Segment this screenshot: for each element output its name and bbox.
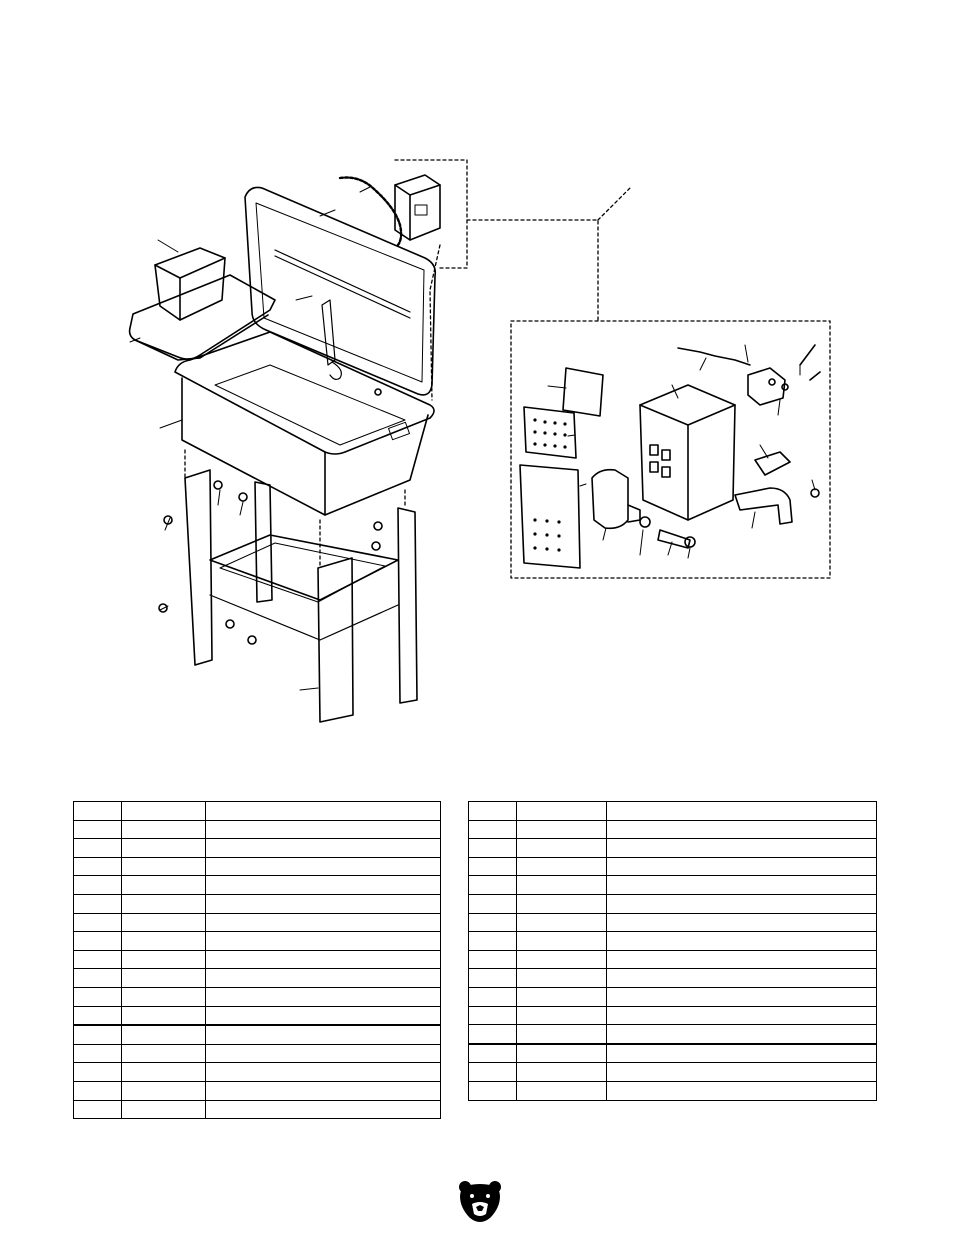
part-number-cell (122, 913, 206, 932)
table-row (74, 1006, 441, 1025)
ref-cell (469, 802, 517, 821)
part-number-cell (122, 876, 206, 895)
table-row (74, 1025, 441, 1044)
table-row (74, 839, 441, 858)
part-number-cell (517, 950, 607, 969)
description-cell (607, 820, 877, 839)
callout-leaders (130, 187, 370, 690)
ref-cell (469, 987, 517, 1006)
part-number-cell (517, 1044, 607, 1063)
table-row (469, 820, 877, 839)
table-row (469, 876, 877, 895)
ref-cell (74, 987, 122, 1006)
part-number-cell (517, 913, 607, 932)
table-row (74, 1063, 441, 1082)
part-number-cell (122, 1063, 206, 1082)
description-cell (607, 894, 877, 913)
table-row (469, 1044, 877, 1063)
description-cell (607, 969, 877, 988)
table-row (74, 1044, 441, 1063)
table-row (469, 950, 877, 969)
part-number-cell (122, 1006, 206, 1025)
part-number-cell (122, 932, 206, 951)
description-cell (607, 839, 877, 858)
part-number-cell (517, 1025, 607, 1044)
description-cell (607, 1044, 877, 1063)
part-number-cell (517, 839, 607, 858)
description-cell (206, 1006, 441, 1025)
ref-cell (469, 913, 517, 932)
ref-cell (74, 932, 122, 951)
pump-motor (592, 470, 695, 548)
description-cell (206, 969, 441, 988)
description-cell (607, 1006, 877, 1025)
parts-list-table-left (73, 801, 441, 1119)
description-cell (206, 1081, 441, 1100)
ref-cell (469, 1006, 517, 1025)
description-cell (607, 987, 877, 1006)
description-cell (607, 857, 877, 876)
power-cord (678, 345, 820, 390)
table-row (74, 1081, 441, 1100)
ref-cell (469, 1063, 517, 1082)
table-row (469, 1063, 877, 1082)
ref-cell (469, 876, 517, 895)
description-cell (607, 1063, 877, 1082)
description-cell (206, 987, 441, 1006)
part-number-cell (122, 1081, 206, 1100)
outlet-elbow (735, 488, 819, 524)
part-number-cell (517, 932, 607, 951)
table-row (469, 1025, 877, 1044)
description-cell (206, 802, 441, 821)
description-cell (206, 857, 441, 876)
stand-legs (185, 470, 417, 722)
description-cell (206, 1100, 441, 1119)
part-number-cell (122, 820, 206, 839)
pump-nozzle (322, 300, 341, 379)
description-cell (206, 876, 441, 895)
table-row (74, 969, 441, 988)
ref-cell (469, 820, 517, 839)
ref-cell (74, 857, 122, 876)
table-row (74, 950, 441, 969)
part-number-cell (517, 876, 607, 895)
part-number-cell (122, 802, 206, 821)
part-number-cell (517, 802, 607, 821)
description-cell (607, 1081, 877, 1100)
ref-cell (74, 1100, 122, 1119)
bear-head-icon (456, 1178, 504, 1226)
part-number-cell (122, 950, 206, 969)
description-cell (607, 950, 877, 969)
table-row (469, 987, 877, 1006)
description-cell (607, 932, 877, 951)
part-number-cell (122, 894, 206, 913)
description-cell (206, 1044, 441, 1063)
table-row (469, 894, 877, 913)
ref-cell (74, 876, 122, 895)
tub (175, 332, 434, 515)
inset-callout-leaders (548, 345, 815, 558)
description-cell (607, 1025, 877, 1044)
ref-cell (469, 969, 517, 988)
table-row (469, 913, 877, 932)
part-number-cell (517, 969, 607, 988)
ref-cell (469, 950, 517, 969)
table-row (74, 820, 441, 839)
description-cell (206, 913, 441, 932)
table-row (469, 802, 877, 821)
table-row (469, 1081, 877, 1100)
ref-cell (74, 950, 122, 969)
part-number-cell (517, 820, 607, 839)
part-number-cell (517, 1081, 607, 1100)
table-row (469, 857, 877, 876)
part-number-cell (122, 857, 206, 876)
ref-cell (469, 932, 517, 951)
ref-cell (469, 894, 517, 913)
description-cell (206, 932, 441, 951)
ref-cell (74, 1006, 122, 1025)
table-row (74, 1100, 441, 1119)
parts-list-table-right (468, 801, 877, 1101)
description-cell (206, 839, 441, 858)
table-row (74, 857, 441, 876)
ref-cell (74, 820, 122, 839)
ref-cell (74, 1063, 122, 1082)
description-cell (206, 894, 441, 913)
ref-cell (74, 1025, 122, 1044)
table-row (74, 913, 441, 932)
table-row (469, 839, 877, 858)
description-cell (607, 876, 877, 895)
table-row (74, 894, 441, 913)
part-number-cell (517, 1006, 607, 1025)
ref-cell (469, 1044, 517, 1063)
ref-cell (74, 969, 122, 988)
description-cell (206, 1063, 441, 1082)
part-number-cell (517, 987, 607, 1006)
ref-cell (74, 913, 122, 932)
detail-connector (185, 160, 630, 568)
ref-cell (469, 1025, 517, 1044)
ref-cell (74, 839, 122, 858)
part-number-cell (122, 987, 206, 1006)
ref-cell (74, 1081, 122, 1100)
description-cell (607, 802, 877, 821)
ref-cell (469, 1081, 517, 1100)
description-cell (206, 950, 441, 969)
basket (155, 248, 225, 320)
part-number-cell (122, 1025, 206, 1044)
ref-cell (74, 802, 122, 821)
part-number-cell (517, 857, 607, 876)
description-cell (607, 913, 877, 932)
table-row (74, 932, 441, 951)
table-row (469, 969, 877, 988)
ref-cell (469, 839, 517, 858)
table-row (74, 987, 441, 1006)
ref-cell (74, 894, 122, 913)
description-cell (206, 1025, 441, 1044)
table-row (469, 1006, 877, 1025)
part-number-cell (122, 839, 206, 858)
part-number-cell (517, 1063, 607, 1082)
part-number-cell (122, 1100, 206, 1119)
table-row (74, 802, 441, 821)
part-number-cell (517, 894, 607, 913)
part-number-cell (122, 969, 206, 988)
filter-panels (520, 368, 603, 568)
table-row (469, 932, 877, 951)
housing-box (640, 385, 735, 520)
ref-cell (74, 1044, 122, 1063)
ref-cell (469, 857, 517, 876)
part-number-cell (122, 1044, 206, 1063)
table-row (74, 876, 441, 895)
description-cell (206, 820, 441, 839)
